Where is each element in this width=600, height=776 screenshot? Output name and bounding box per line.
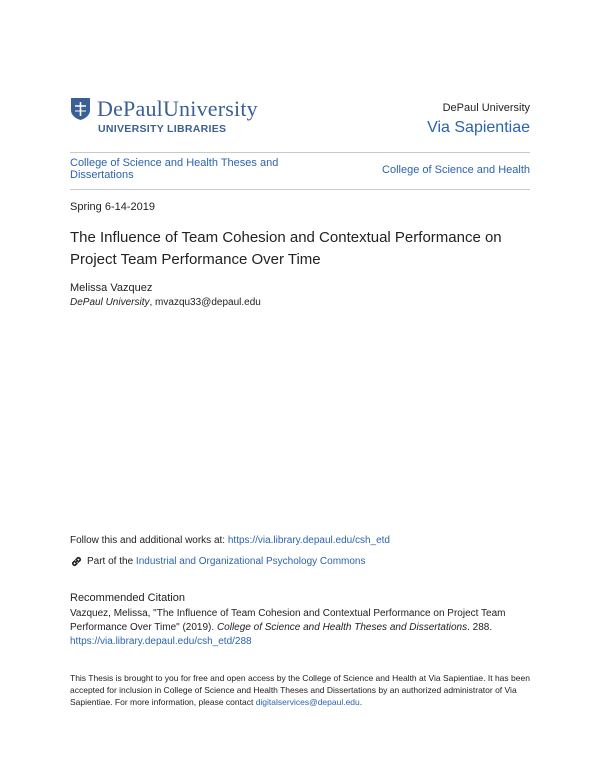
document-title: The Influence of Team Cohesion and Contextual Performance on Project Team Performance Over Time xyxy=(70,229,502,268)
citation-series: College of Science and Health Theses and Dissertations xyxy=(216,622,468,633)
affiliation-separator: , xyxy=(149,297,156,308)
publication-date: Spring 6-14-2019 xyxy=(70,201,156,213)
citation-body: Vazquez, Melissa, "The Influence of Team Cohesion and Contextual Performance on Project Team Performance Over Time" (2019). xyxy=(70,608,506,633)
divider xyxy=(70,152,530,153)
citation-text xyxy=(70,607,530,649)
contact-email-link[interactable]: digitalservices@depaul.edu xyxy=(255,697,360,707)
follow-prefix: Follow this and additional works at: xyxy=(70,535,228,546)
affiliation-institution: DePaul University xyxy=(70,297,150,308)
author-name: Melissa Vazquez xyxy=(70,282,153,294)
commons-link[interactable]: Industrial and Organizational Psychology Commons xyxy=(135,556,366,567)
repository-institution: DePaul University xyxy=(442,102,530,114)
follow-url-link[interactable]: https://via.library.depaul.edu/csh_etd xyxy=(227,535,390,546)
link-icon xyxy=(70,555,83,568)
collection-link-theses[interactable]: College of Science and Health Theses and Dissertations xyxy=(70,157,279,181)
logo-wordmark: DePaulUniversity xyxy=(97,96,258,121)
part-of-prefix: Part of the xyxy=(87,556,136,567)
footer-text: This Thesis is brought to you for free and open access by the College of Science and Health at Via Sapientiae. It has been accepted for inclusion in College of Science and Health Theses and Dissertations by an authorized administrator of Via Sapientiae. For more information, please contact xyxy=(70,673,530,707)
repository-name-link[interactable]: Via Sapientiae xyxy=(427,119,530,136)
citation-heading: Recommended Citation xyxy=(70,592,185,604)
shield-icon xyxy=(70,97,91,121)
logo-subtitle: UNIVERSITY LIBRARIES xyxy=(98,123,227,135)
divider xyxy=(70,189,530,190)
footer-notice xyxy=(70,672,532,708)
collection-link-college[interactable]: College of Science and Health xyxy=(382,164,530,176)
follow-line xyxy=(70,535,390,546)
footer-end: . xyxy=(359,697,363,707)
citation-number: . 288. xyxy=(467,622,493,633)
author-email: mvazqu33@depaul.edu xyxy=(155,297,261,308)
part-of-line xyxy=(70,555,365,568)
citation-url-link[interactable]: https://via.library.depaul.edu/csh_etd/288 xyxy=(70,636,252,647)
author-affiliation xyxy=(70,297,261,308)
